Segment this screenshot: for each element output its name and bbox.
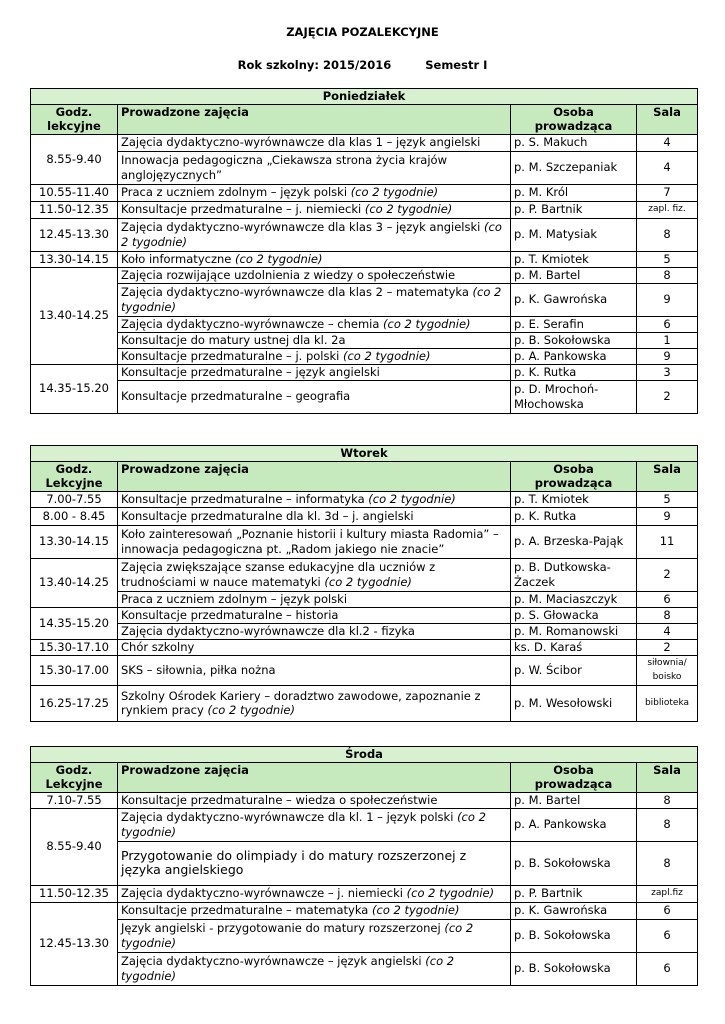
table-row — [31, 655, 698, 685]
table-row — [31, 558, 698, 591]
day-name: Poniedziałek — [31, 89, 698, 105]
time-cell: 11.50-12.35 — [31, 885, 118, 902]
frequency-note: (co 2 tygodnie) — [383, 316, 471, 331]
person-cell: p. K. Rutka — [511, 507, 637, 525]
activity-cell: Chór szkolny — [118, 639, 511, 655]
room-cell: 1 — [637, 332, 698, 348]
person-cell: p. P. Bartnik — [511, 201, 637, 218]
room-cell: zapl.fiz — [637, 885, 698, 902]
table-row — [31, 685, 698, 721]
frequency-note: (co 2 tygodnie) — [207, 703, 295, 717]
frequency-note: (co 2 tygodnie) — [364, 202, 453, 217]
activity-cell: Konsultacje przedmaturalne – j. polski (co 2 tygodnie) — [118, 348, 511, 364]
room-cell: 5 — [637, 251, 698, 267]
activity-cell: Praca z uczniem zdolnym – język polski (co 2 tygodnie) — [118, 184, 511, 201]
table-row — [31, 364, 698, 380]
room-cell: 9 — [637, 283, 698, 316]
col-header-time: Godz. Lekcyjne — [31, 762, 118, 792]
frequency-note: (co 2 tygodnie) — [121, 220, 502, 249]
time-cell: 15.30-17.00 — [31, 655, 118, 685]
frequency-note: (co 2 tygodnie) — [121, 810, 486, 839]
activity-cell: Konsultacje przedmaturalne – informatyka (co 2 tygodnie) — [118, 491, 511, 507]
frequency-note: (co 2 tygodnie) — [121, 921, 474, 950]
room-cell: 8 — [637, 792, 698, 808]
wednesday-schedule-table — [30, 746, 698, 986]
column-header-row — [31, 762, 698, 792]
person-cell: p. W. Ścibor — [511, 655, 637, 685]
room-cell: zapl. fiz. — [637, 201, 698, 218]
person-cell: p. P. Bartnik — [511, 885, 637, 902]
table-row — [31, 623, 698, 639]
table-row — [31, 283, 698, 316]
person-cell: p. M. Szczepaniak — [511, 151, 637, 184]
table-row — [31, 902, 698, 919]
room-cell: 2 — [637, 380, 698, 413]
room-cell: 9 — [637, 507, 698, 525]
time-cell: 15.30-17.10 — [31, 639, 118, 655]
room-cell: 7 — [637, 184, 698, 201]
time-cell: 7.10-7.55 — [31, 792, 118, 808]
table-row — [31, 591, 698, 607]
room-cell: 6 — [637, 316, 698, 332]
room-cell: 8 — [637, 808, 698, 841]
person-cell: p. A. Pankowska — [511, 348, 637, 364]
time-cell: 13.40-14.25 — [31, 267, 118, 364]
table-row — [31, 952, 698, 985]
person-cell: p. T. Kmiotek — [511, 491, 637, 507]
room-cell: 8 — [637, 841, 698, 885]
table-row — [31, 251, 698, 267]
activity-cell: Praca z uczniem zdolnym – język polski — [118, 591, 511, 607]
table-row — [31, 218, 698, 251]
person-cell: p. A. Brzeska-Pająk — [511, 525, 637, 558]
person-cell: p. E. Serafin — [511, 316, 637, 332]
room-cell: 4 — [637, 134, 698, 151]
activity-cell: Zajęcia dydaktyczno-wyrównawcze dla klas 1 – język angielski — [118, 134, 511, 151]
school-year-line — [0, 58, 725, 72]
frequency-note: (co 2 tygodnie) — [406, 886, 495, 901]
time-cell: 12.45-13.30 — [31, 218, 118, 251]
activity-cell: Przygotowanie do olimpiady i do matury rozszerzonej z języka angielskiego — [118, 841, 511, 885]
time-cell: 7.00-7.55 — [31, 491, 118, 507]
room-cell: 6 — [637, 952, 698, 985]
document-title: ZAJĘCIA POZALEKCYJNE — [286, 25, 439, 39]
room-cell: 8 — [637, 218, 698, 251]
activity-cell: Zajęcia zwiększające szanse edukacyjne dla uczniów z trudnościami w nauce matematyki (co 2 tygodnie) — [118, 558, 511, 591]
table-row — [31, 507, 698, 525]
table-row — [31, 525, 698, 558]
table-row — [31, 639, 698, 655]
table-row — [31, 267, 698, 283]
table-row — [31, 841, 698, 885]
col-header-time: Godz. Lekcyjne — [31, 461, 118, 491]
person-cell: p. S. Makuch — [511, 134, 637, 151]
room-cell: 5 — [637, 491, 698, 507]
day-header-row — [31, 446, 698, 462]
room-cell: 2 — [637, 558, 698, 591]
frequency-note: (co 2 tygodnie) — [350, 185, 439, 200]
time-cell: 8.55-9.40 — [31, 134, 118, 184]
time-cell: 16.25-17.25 — [31, 685, 118, 721]
room-cell: 3 — [637, 364, 698, 380]
col-header-person: Osoba prowadząca — [511, 461, 637, 491]
activity-cell: Zajęcia dydaktyczno-wyrównawcze dla klas 3 – język angielski (co 2 tygodnie) — [118, 218, 511, 251]
activity-cell: Konsultacje przedmaturalne – historia — [118, 607, 511, 623]
room-cell: 4 — [637, 623, 698, 639]
person-cell: p. B. Sokołowska — [511, 841, 637, 885]
table-row — [31, 607, 698, 623]
person-cell: p. B. Sokołowska — [511, 919, 637, 952]
activity-cell: Konsultacje przedmaturalne – matematyka (co 2 tygodnie) — [118, 902, 511, 919]
time-cell: 13.30-14.15 — [31, 251, 118, 267]
frequency-note: (co 2 tygodnie) — [368, 491, 456, 506]
column-header-row — [31, 461, 698, 491]
school-year: Rok szkolny: 2015/2016 — [237, 58, 392, 72]
person-cell: p. M. Bartel — [511, 267, 637, 283]
time-cell: 8.00 - 8.45 — [31, 507, 118, 525]
activity-cell: Innowacja pedagogiczna „Ciekawsza strona życia krajów anglojęzycznych” — [118, 151, 511, 184]
table-row — [31, 184, 698, 201]
activity-cell: Konsultacje przedmaturalne – język angielski — [118, 364, 511, 380]
time-cell: 13.30-14.15 — [31, 525, 118, 558]
room-cell: 2 — [637, 639, 698, 655]
room-cell: 6 — [637, 591, 698, 607]
person-cell: p. M. Król — [511, 184, 637, 201]
time-cell: 14.35-15.20 — [31, 364, 118, 413]
col-header-room: Sala — [637, 762, 698, 792]
person-cell: p. K. Rutka — [511, 364, 637, 380]
activity-cell: Zajęcia dydaktyczno-wyrównawcze – j. niemiecki (co 2 tygodnie) — [118, 885, 511, 902]
frequency-note: (co 2 tygodnie) — [121, 954, 455, 983]
time-cell: 8.55-9.40 — [31, 808, 118, 885]
room-cell: biblioteka — [637, 685, 698, 721]
table-row — [31, 491, 698, 507]
monday-schedule-table — [30, 88, 698, 414]
column-header-row — [31, 104, 698, 134]
room-cell: 11 — [637, 525, 698, 558]
person-cell: p. M. Matysiak — [511, 218, 637, 251]
table-row — [31, 885, 698, 902]
room-cell: 6 — [637, 902, 698, 919]
col-header-time: Godz. lekcyjne — [31, 104, 118, 134]
activity-cell: Zajęcia dydaktyczno-wyrównawcze – język angielski (co 2 tygodnie) — [118, 952, 511, 985]
person-cell: p. M. Wesołowski — [511, 685, 637, 721]
activity-cell: Konsultacje do matury ustnej dla kl. 2a — [118, 332, 511, 348]
activity-cell: Koło zainteresowań „Poznanie historii i kultury miasta Radomia” – innowacja pedagogiczna pt. „Radom jakiego nie znacie” — [118, 525, 511, 558]
table-row — [31, 201, 698, 218]
table-row — [31, 151, 698, 184]
col-header-room: Sala — [637, 104, 698, 134]
room-cell: 9 — [637, 348, 698, 364]
activity-cell: Zajęcia dydaktyczno-wyrównawcze dla kl. 1 – język polski (co 2 tygodnie) — [118, 808, 511, 841]
person-cell: p. B. Sokołowska — [511, 332, 637, 348]
activity-cell: Zajęcia rozwijające uzdolnienia z wiedzy o społeczeństwie — [118, 267, 511, 283]
room-cell: 8 — [637, 607, 698, 623]
room-cell: 6 — [637, 919, 698, 952]
activity-cell: Zajęcia dydaktyczno-wyrównawcze – chemia (co 2 tygodnie) — [118, 316, 511, 332]
frequency-note: (co 2 tygodnie) — [343, 348, 431, 363]
table-row — [31, 134, 698, 151]
frequency-note: (co 2 tygodnie) — [372, 903, 460, 918]
tuesday-schedule-table — [30, 445, 698, 722]
col-header-activity: Prowadzone zajęcia — [118, 461, 511, 491]
person-cell: p. K. Gawrońska — [511, 902, 637, 919]
activity-cell: Zajęcia dydaktyczno-wyrównawcze dla kl.2 - fizyka — [118, 623, 511, 639]
room-cell: 4 — [637, 151, 698, 184]
person-cell: p. T. Kmiotek — [511, 251, 637, 267]
person-cell: p. B. Dutkowska-Żaczek — [511, 558, 637, 591]
person-cell: p. A. Pankowska — [511, 808, 637, 841]
day-header-row — [31, 89, 698, 105]
frequency-note: (co 2 tygodnie) — [235, 251, 323, 266]
time-cell: 10.55-11.40 — [31, 184, 118, 201]
col-header-person: Osoba prowadząca — [511, 104, 637, 134]
activity-cell: Konsultacje przedmaturalne – j. niemiecki (co 2 tygodnie) — [118, 201, 511, 218]
table-row — [31, 919, 698, 952]
activity-cell: SKS – siłownia, piłka nożna — [118, 655, 511, 685]
semester: Semestr I — [425, 58, 488, 72]
col-header-activity: Prowadzone zajęcia — [118, 104, 511, 134]
person-cell: p. B. Sokołowska — [511, 952, 637, 985]
activity-cell: Konsultacje przedmaturalne – wiedza o społeczeństwie — [118, 792, 511, 808]
table-row — [31, 332, 698, 348]
person-cell: p. M. Romanowski — [511, 623, 637, 639]
time-cell: 12.45-13.30 — [31, 902, 118, 985]
frequency-note: (co 2 tygodnie) — [324, 574, 412, 589]
activity-cell: Koło informatyczne (co 2 tygodnie) — [118, 251, 511, 267]
person-cell: p. D. Mrochoń-Młochowska — [511, 380, 637, 413]
col-header-activity: Prowadzone zajęcia — [118, 762, 511, 792]
table-row — [31, 348, 698, 364]
activity-cell: Konsultacje przedmaturalne – geografia — [118, 380, 511, 413]
table-row — [31, 808, 698, 841]
col-header-room: Sala — [637, 461, 698, 491]
time-cell: 13.40-14.25 — [31, 558, 118, 607]
room-cell: 8 — [637, 267, 698, 283]
day-name: Wtorek — [31, 446, 698, 462]
activity-cell: Konsultacje przedmaturalne dla kl. 3d – j. angielski — [118, 507, 511, 525]
table-row — [31, 316, 698, 332]
activity-cell: Język angielski - przygotowanie do matury rozszerzonej (co 2 tygodnie) — [118, 919, 511, 952]
person-cell: p. M. Bartel — [511, 792, 637, 808]
room-cell: siłownia/ boisko — [637, 655, 698, 685]
col-header-person: Osoba prowadząca — [511, 762, 637, 792]
table-row — [31, 380, 698, 413]
person-cell: p. S. Głowacka — [511, 607, 637, 623]
day-header-row — [31, 747, 698, 763]
activity-cell: Szkolny Ośrodek Kariery – doradztwo zawodowe, zapoznanie z rynkiem pracy (co 2 tygodnie) — [118, 685, 511, 721]
time-cell: 14.35-15.20 — [31, 607, 118, 639]
activity-cell: Zajęcia dydaktyczno-wyrównawcze dla klas 2 – matematyka (co 2 tygodnie) — [118, 283, 511, 316]
person-cell: ks. D. Karaś — [511, 639, 637, 655]
person-cell: p. K. Gawrońska — [511, 283, 637, 316]
day-name: Środa — [31, 747, 698, 763]
time-cell: 11.50-12.35 — [31, 201, 118, 218]
person-cell: p. M. Maciaszczyk — [511, 591, 637, 607]
table-row — [31, 792, 698, 808]
frequency-note: (co 2 tygodnie) — [121, 285, 502, 314]
